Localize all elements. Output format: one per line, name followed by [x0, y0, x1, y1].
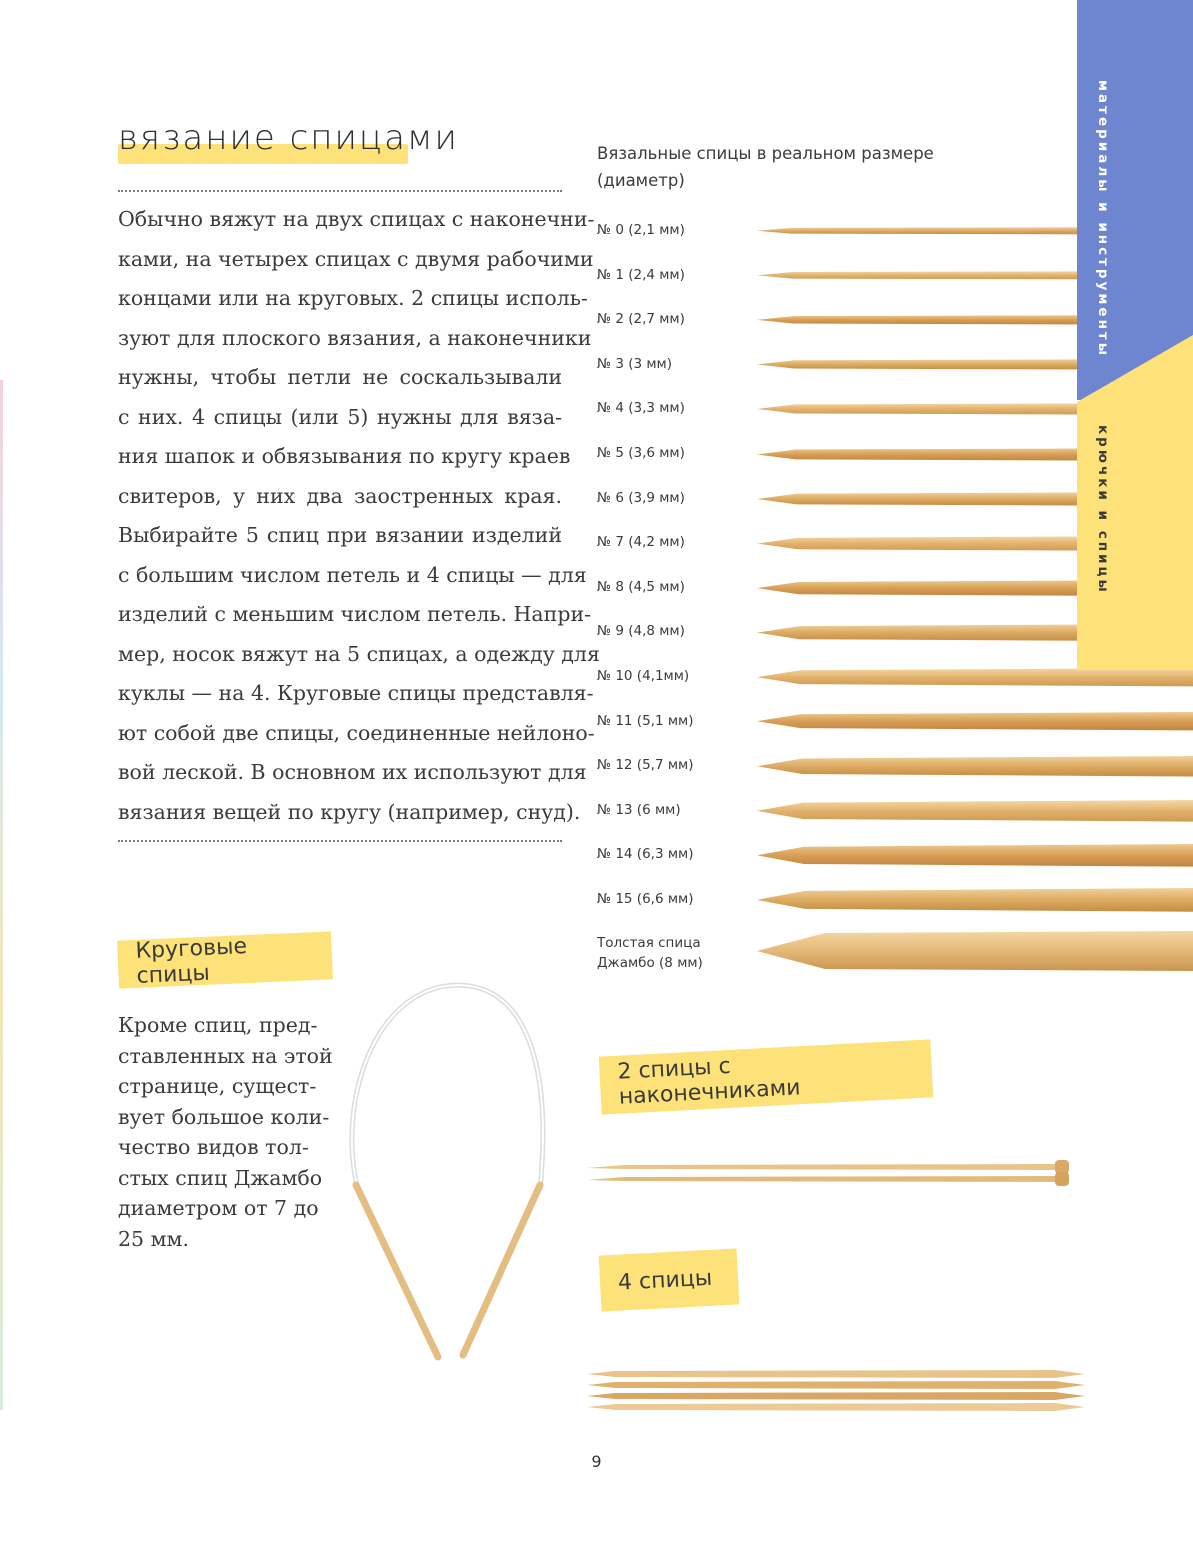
main-text-line: вязания вещей по кругу (например, снуд).: [118, 799, 581, 824]
needle-size-label: № 3 (3 мм): [597, 355, 672, 372]
main-text-line: Выбирайте 5 спиц при вязании изделий: [118, 523, 562, 547]
needle-size-bar: [755, 798, 1193, 824]
needle-size-bar: [755, 710, 1193, 733]
main-text-line: куклы — на 4. Круговые спицы представля-: [118, 681, 594, 705]
needle-straight-2-knob: [1055, 1172, 1069, 1186]
needle-size-label: № 13 (6 мм): [597, 801, 681, 818]
needle-size-label: № 10 (4,1мм): [597, 668, 690, 684]
needle-size-label: № 4 (3,3 мм): [597, 400, 685, 417]
needle-size-shape: [757, 756, 1193, 777]
circular-needle-left-tip: [356, 1185, 438, 1357]
needle-size-label: № 11 (5,1 мм): [597, 712, 694, 729]
needle-size-label: № 1 (2,4 мм): [597, 266, 685, 283]
needle-size-label: № 0 (2,1 мм): [597, 222, 685, 238]
needle-size-bar: [755, 754, 1193, 779]
ruler-heading: [597, 140, 934, 194]
circular-text-line: вует большое коли-: [118, 1104, 330, 1129]
needle-size-shape: [757, 888, 1193, 912]
four-needles-label: [599, 1248, 740, 1311]
dpn-2: [587, 1381, 1085, 1389]
main-text-line: с них. 4 спицы (или 5) нужны для вяза-: [118, 404, 562, 429]
needle-straight-2: [587, 1176, 1055, 1182]
four-needles-label-text: 4 спицы: [617, 1265, 713, 1296]
page-number: 9: [591, 1452, 602, 1471]
main-text-line: с большим числом петель и 4 спицы — для: [118, 562, 587, 587]
main-text-line: Обычно вяжут на двух спицах с наконечни-: [118, 207, 595, 231]
circular-needle-right-tip: [463, 1185, 540, 1355]
needle-size-label: № 5 (3,6 мм): [597, 445, 685, 461]
main-text-line: нужны, чтобы петли не соскальзывали: [118, 365, 562, 389]
circular-text-line: странице, сущест-: [118, 1074, 317, 1098]
main-text-line: ками, на четырех спицах с двумя рабочими: [118, 246, 594, 271]
ruler-heading-line2: (диаметр): [597, 171, 685, 190]
needle-size-label: № 7 (4,2 мм): [597, 534, 685, 551]
main-text-line: свитеров, у них два заостренных края.: [118, 483, 562, 508]
dpn-3: [587, 1392, 1085, 1400]
divider-bottom: [118, 840, 562, 842]
needle-size-shape: [757, 668, 1193, 686]
circular-needles-label-text: Круговые спицы: [134, 934, 248, 989]
divider-top: [118, 190, 562, 192]
dpn-4: [587, 1403, 1085, 1411]
needle-straight-1-knob: [1055, 1160, 1069, 1174]
main-text-line: концами или на круговых. 2 спицы исполь-: [118, 286, 588, 310]
needle-size-label: № 14 (6,3 мм): [597, 846, 694, 863]
needle-size-label: № 15 (6,6 мм): [597, 891, 694, 907]
circular-text-line: стых спиц Джамбо: [118, 1165, 323, 1190]
jumbo-label-line1: Толстая спица: [597, 935, 701, 951]
needle-size-label: № 8 (4,5 мм): [597, 578, 685, 595]
circular-needles-text: [118, 1010, 333, 1254]
page-edge-decoration: [0, 380, 3, 1410]
circular-needles-label: [117, 931, 333, 988]
tab-hooks-needles-label: крючки и спицы: [1095, 425, 1111, 595]
main-text-line: изделий с меньшим числом петель. Напри-: [118, 602, 592, 626]
needle-size-bar: [755, 842, 1193, 869]
two-needles-image: [585, 1150, 1085, 1192]
needle-size-label: № 2 (2,7 мм): [597, 311, 685, 328]
two-needles-label-text: 2 спицы с наконечниками: [616, 1053, 802, 1110]
circular-text-line: ставленных на этой: [118, 1043, 333, 1068]
main-text-line: ния шапок и обвязывания по кругу краев: [118, 444, 571, 468]
jumbo-label: [597, 933, 703, 973]
jumbo-label-line2: Джамбо (8 мм): [597, 955, 703, 971]
circular-text-line: 25 мм.: [118, 1226, 190, 1251]
dpn-1: [587, 1370, 1085, 1378]
circular-text-line: диаметром от 7 до: [118, 1196, 319, 1220]
circular-text-line: Кроме спиц, пред-: [118, 1013, 318, 1037]
needle-straight-1: [587, 1164, 1055, 1170]
main-paragraph: [118, 200, 600, 832]
needle-size-shape: [757, 800, 1193, 822]
ruler-heading-line1: Вязальные спицы в реальном размере: [597, 144, 934, 163]
jumbo-needle-shape: [757, 931, 1193, 971]
needle-size-label: № 9 (4,8 мм): [597, 623, 685, 640]
section-title: [118, 118, 459, 158]
needle-size-label: № 6 (3,9 мм): [597, 489, 685, 506]
nylon-cable: [352, 985, 543, 1190]
needle-size-shape: [757, 844, 1193, 867]
circular-needle-image: [330, 965, 570, 1365]
main-text-line: зуют для плоского вязания, а наконечники: [118, 325, 592, 350]
needle-size-shape: [757, 712, 1193, 730]
needle-size-label: № 12 (5,7 мм): [597, 757, 694, 774]
four-needles-image: [585, 1368, 1090, 1416]
main-text-line: вой леской. В основном их используют для: [118, 760, 587, 784]
jumbo-needle: [755, 925, 1193, 977]
main-text-line: мер, носок вяжут на 5 спицах, а одежду для: [118, 641, 600, 666]
page-title: вязание спицами: [118, 118, 459, 158]
tab-materials-label: материалы и инструменты: [1095, 80, 1111, 358]
needle-size-bar: [755, 886, 1193, 914]
two-needles-label: [599, 1039, 934, 1114]
circular-text-line: чество видов тол-: [118, 1135, 309, 1159]
main-text-line: ют собой две спицы, соединенные нейлоно-: [118, 720, 595, 745]
